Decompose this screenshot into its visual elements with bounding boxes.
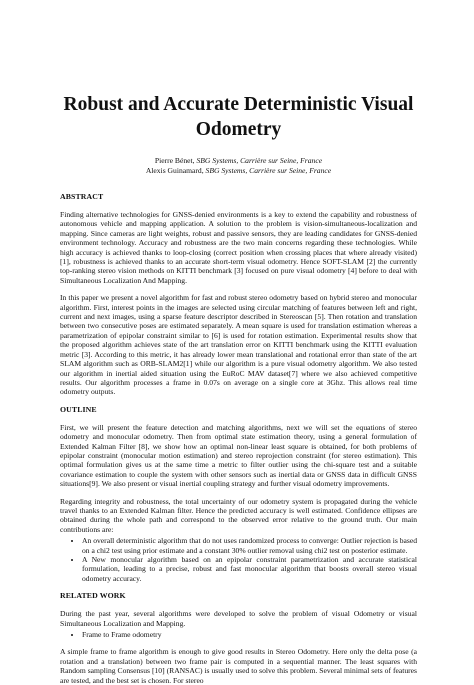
- paragraph: Regarding integrity and robustness, the total uncertainty of our odometry system is propagated during the vehicle travel thanks to an Extended Kalman filter. Hence the predicted accuracy is well estimated. Confidence ellipses are obtained during the whole path and correspond to the observed error relative to the ground truth. Our main contributions are:: [60, 496, 417, 534]
- list-item: • A New monocular algorithm based on an epipolar constraint parametrization and accurate statistical formulation, leading to a precise, robust and fast monocular algorithm that boosts overall stereo visual odometry accuracy.: [82, 555, 417, 583]
- paragraph: A simple frame to frame algorithm is enough to give good results in Stereo Odometry. Here only the delta pose (a rotation and a translation) between two frame pair is computed in a sequential manner. The least squares with Random sampling Consensus [10] (RANSAC) is usually used to solve this problem. Several minimal sets of features are tested, and the best set is chosen. For stereo: [60, 647, 417, 685]
- paragraph: First, we will present the feature detection and matching algorithms, next we will set the equations of stereo odometry and monocular odometry. Then from optimal state estimation theory, using a general formulation of Extended Kalman Filter [8], we show how an optimal non-linear least square is obtained, for both problems of epipolar constraint (monocular motion estimation) and stereo reprojection constraint (for stereo estimation). This optimal formulation gives us at the same time a metric to filter outlier using the chi-square test and a suitable covariance estimation to couple the system with other sensors such as inertial data or GNSS data in difficult GNSS situations[9]. We also present or visual inertial coupling strategy and further visual odometry improvements.: [60, 422, 417, 489]
- author-affiliation: SBG Systems, Carrière sur Seine, France: [205, 166, 332, 175]
- outline-section: [60, 405, 417, 584]
- author-line: [60, 156, 417, 166]
- paragraph: In this paper we present a novel algorithm for fast and robust stereo odometry based on hybrid stereo and monocular algorithm. First, interest points in the images are selected using circular matching of features between left and right, current and next images, using a sparse feature descriptor described in Stereoscan [5]. Then rotation and translation between two consecutive poses are estimated separately. A mean square is used for translation estimation whereas a parametrization of epipolar constraint similar to [6] is used for rotation estimation. Experimental results show that the proposed algorithm achieves state of the art translation error on KITTI benchmark using the KITTI evaluation metric [3]. According to this metric, it has already lower mean translational and rotational error than state of the art SLAM algorithm such as ORB-SLAM2[1] while our algorithm is a pure visual odometry algorithm. We also tested our algorithm in inertial aided situation using the EuRoC MAV dataset[7] where we also achieved competitive results. Our algorithm processes a frame in 0.07s on average on a single core at 3Ghz. This allows real time odometry outputs.: [60, 293, 417, 397]
- paragraph: Finding alternative technologies for GNSS-denied environments is a key to extend the capability and robustness of autonomous vehicle and mapping application. A solution to the problem is vision-simultaneous-localization and mapping. Since cameras are light weights, robust and passive sensors, they are leading candidates for GNSS-denied environment technology. Accuracy and robustness are the two main concerns regarding these technologies. While high accuracy is achieved thanks to loop-closing (correct position when crossing places that where already visited) [1], robustness is achieved thanks to an accurate short-term visual odometry. Hence SOFT-SLAM [2] the currently top-ranking stereo vision methods on KITTI benchmark [3] focused on pure visual odometry [4] before to deal with Simultaneous Localization And Mapping.: [60, 210, 417, 285]
- paper-title: Robust and Accurate Deterministic Visual Odometry: [63, 94, 414, 140]
- topic-list: [60, 630, 417, 639]
- list-item: • An overall deterministic algorithm that do not uses randomized process to converge: Outlier rejection is based on a chi2 test using prior estimate and a constant 30% outlier removal using chi2 test on posterior estimate.: [82, 536, 417, 555]
- abstract-section: [60, 192, 417, 397]
- author-line: [60, 166, 417, 176]
- author-name: Alexis Guinamard,: [145, 166, 206, 175]
- author-list: [60, 156, 417, 176]
- related-work-section: [60, 591, 417, 685]
- contribution-list: [60, 536, 417, 583]
- author-affiliation: SBG Systems, Carrière sur Seine, France: [196, 156, 323, 165]
- list-item: • Frame to Frame odometry: [82, 630, 417, 639]
- author-name: Pierre Bénet,: [154, 156, 197, 165]
- section-heading: RELATED WORK: [60, 591, 126, 601]
- section-heading: ABSTRACT: [60, 192, 104, 201]
- paragraph: During the past year, several algorithms were developed to solve the problem of visual Odometry or visual Simultaneous Localization and Mapping.: [60, 609, 417, 628]
- section-heading: OUTLINE: [60, 404, 97, 414]
